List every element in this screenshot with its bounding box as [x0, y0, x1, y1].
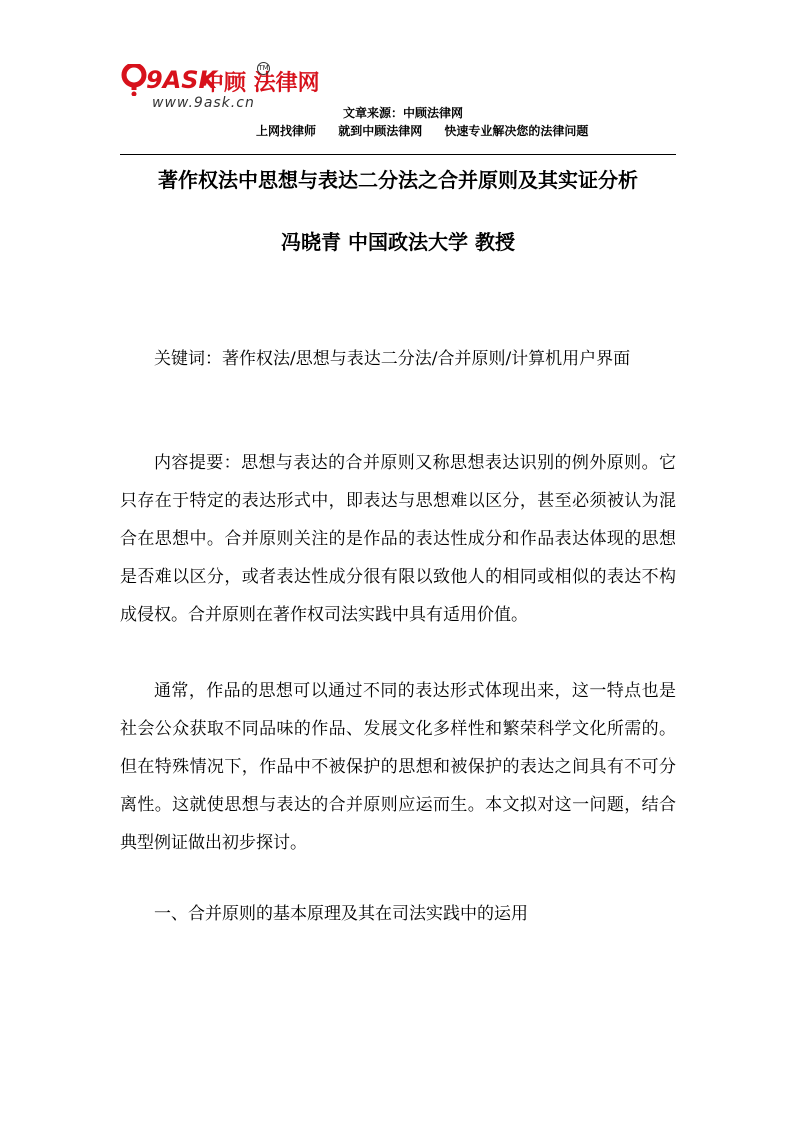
abstract-paragraph: 内容提要：思想与表达的合并原则又称思想表达识别的例外原则。它只存在于特定的表达形式中，即表达与思想难以区分，甚至必须被认为混合在思想中。合并原则关注的是作品的表达性成分和作品表达体现的思想是否难以区分，或者表达性成分很有限以致他人的相同或相似的表达不构成侵权。合并原则在著作权司法实践中具有适用价值。: [120, 453, 676, 625]
intro-paragraph: 通常，作品的思想可以通过不同的表达形式体现出来，这一特点也是社会公众获取不同品味的作品、发展文化多样性和繁荣科学文化所需的。但在特殊情况下，作品中不被保护的思想和被保护的表达之间具有不可分离性。这就使思想与表达的合并原则应运而生。本文拟对这一问题，结合典型例证做出初步探讨。: [120, 681, 676, 853]
intro-block: [120, 672, 676, 862]
section-heading-1: 一、合并原则的基本原理及其在司法实践中的运用: [154, 904, 528, 924]
keywords-paragraph: 关键词：著作权法/思想与表达二分法/合并原则/计算机用户界面: [154, 349, 631, 369]
site-logo[interactable]: [120, 62, 330, 110]
article-author: 冯晓青 中国政法大学 教授: [281, 230, 515, 254]
logo-ask-text: 9ASK: [146, 66, 218, 94]
abstract-block: [120, 444, 676, 634]
article-title: 著作权法中思想与表达二分法之合并原则及其实证分析: [158, 168, 638, 192]
question-mark-icon: [120, 64, 148, 96]
logo-name-text: 中顾 法律网: [202, 71, 320, 96]
slogan-part-1: 上网找律师: [256, 124, 317, 138]
header-slogan: [256, 122, 606, 139]
trademark-badge: TM: [257, 62, 270, 75]
logo-url-text: www.9ask.cn: [152, 95, 255, 111]
section-heading-block: [120, 895, 676, 933]
slogan-part-3: 快速专业解决您的法律问题: [444, 124, 589, 138]
header-divider: [120, 154, 676, 155]
slogan-part-2: 就到中顾法律网: [338, 124, 423, 138]
article-source: 文章来源：中顾法律网: [343, 106, 464, 120]
keywords-block: [120, 340, 676, 378]
